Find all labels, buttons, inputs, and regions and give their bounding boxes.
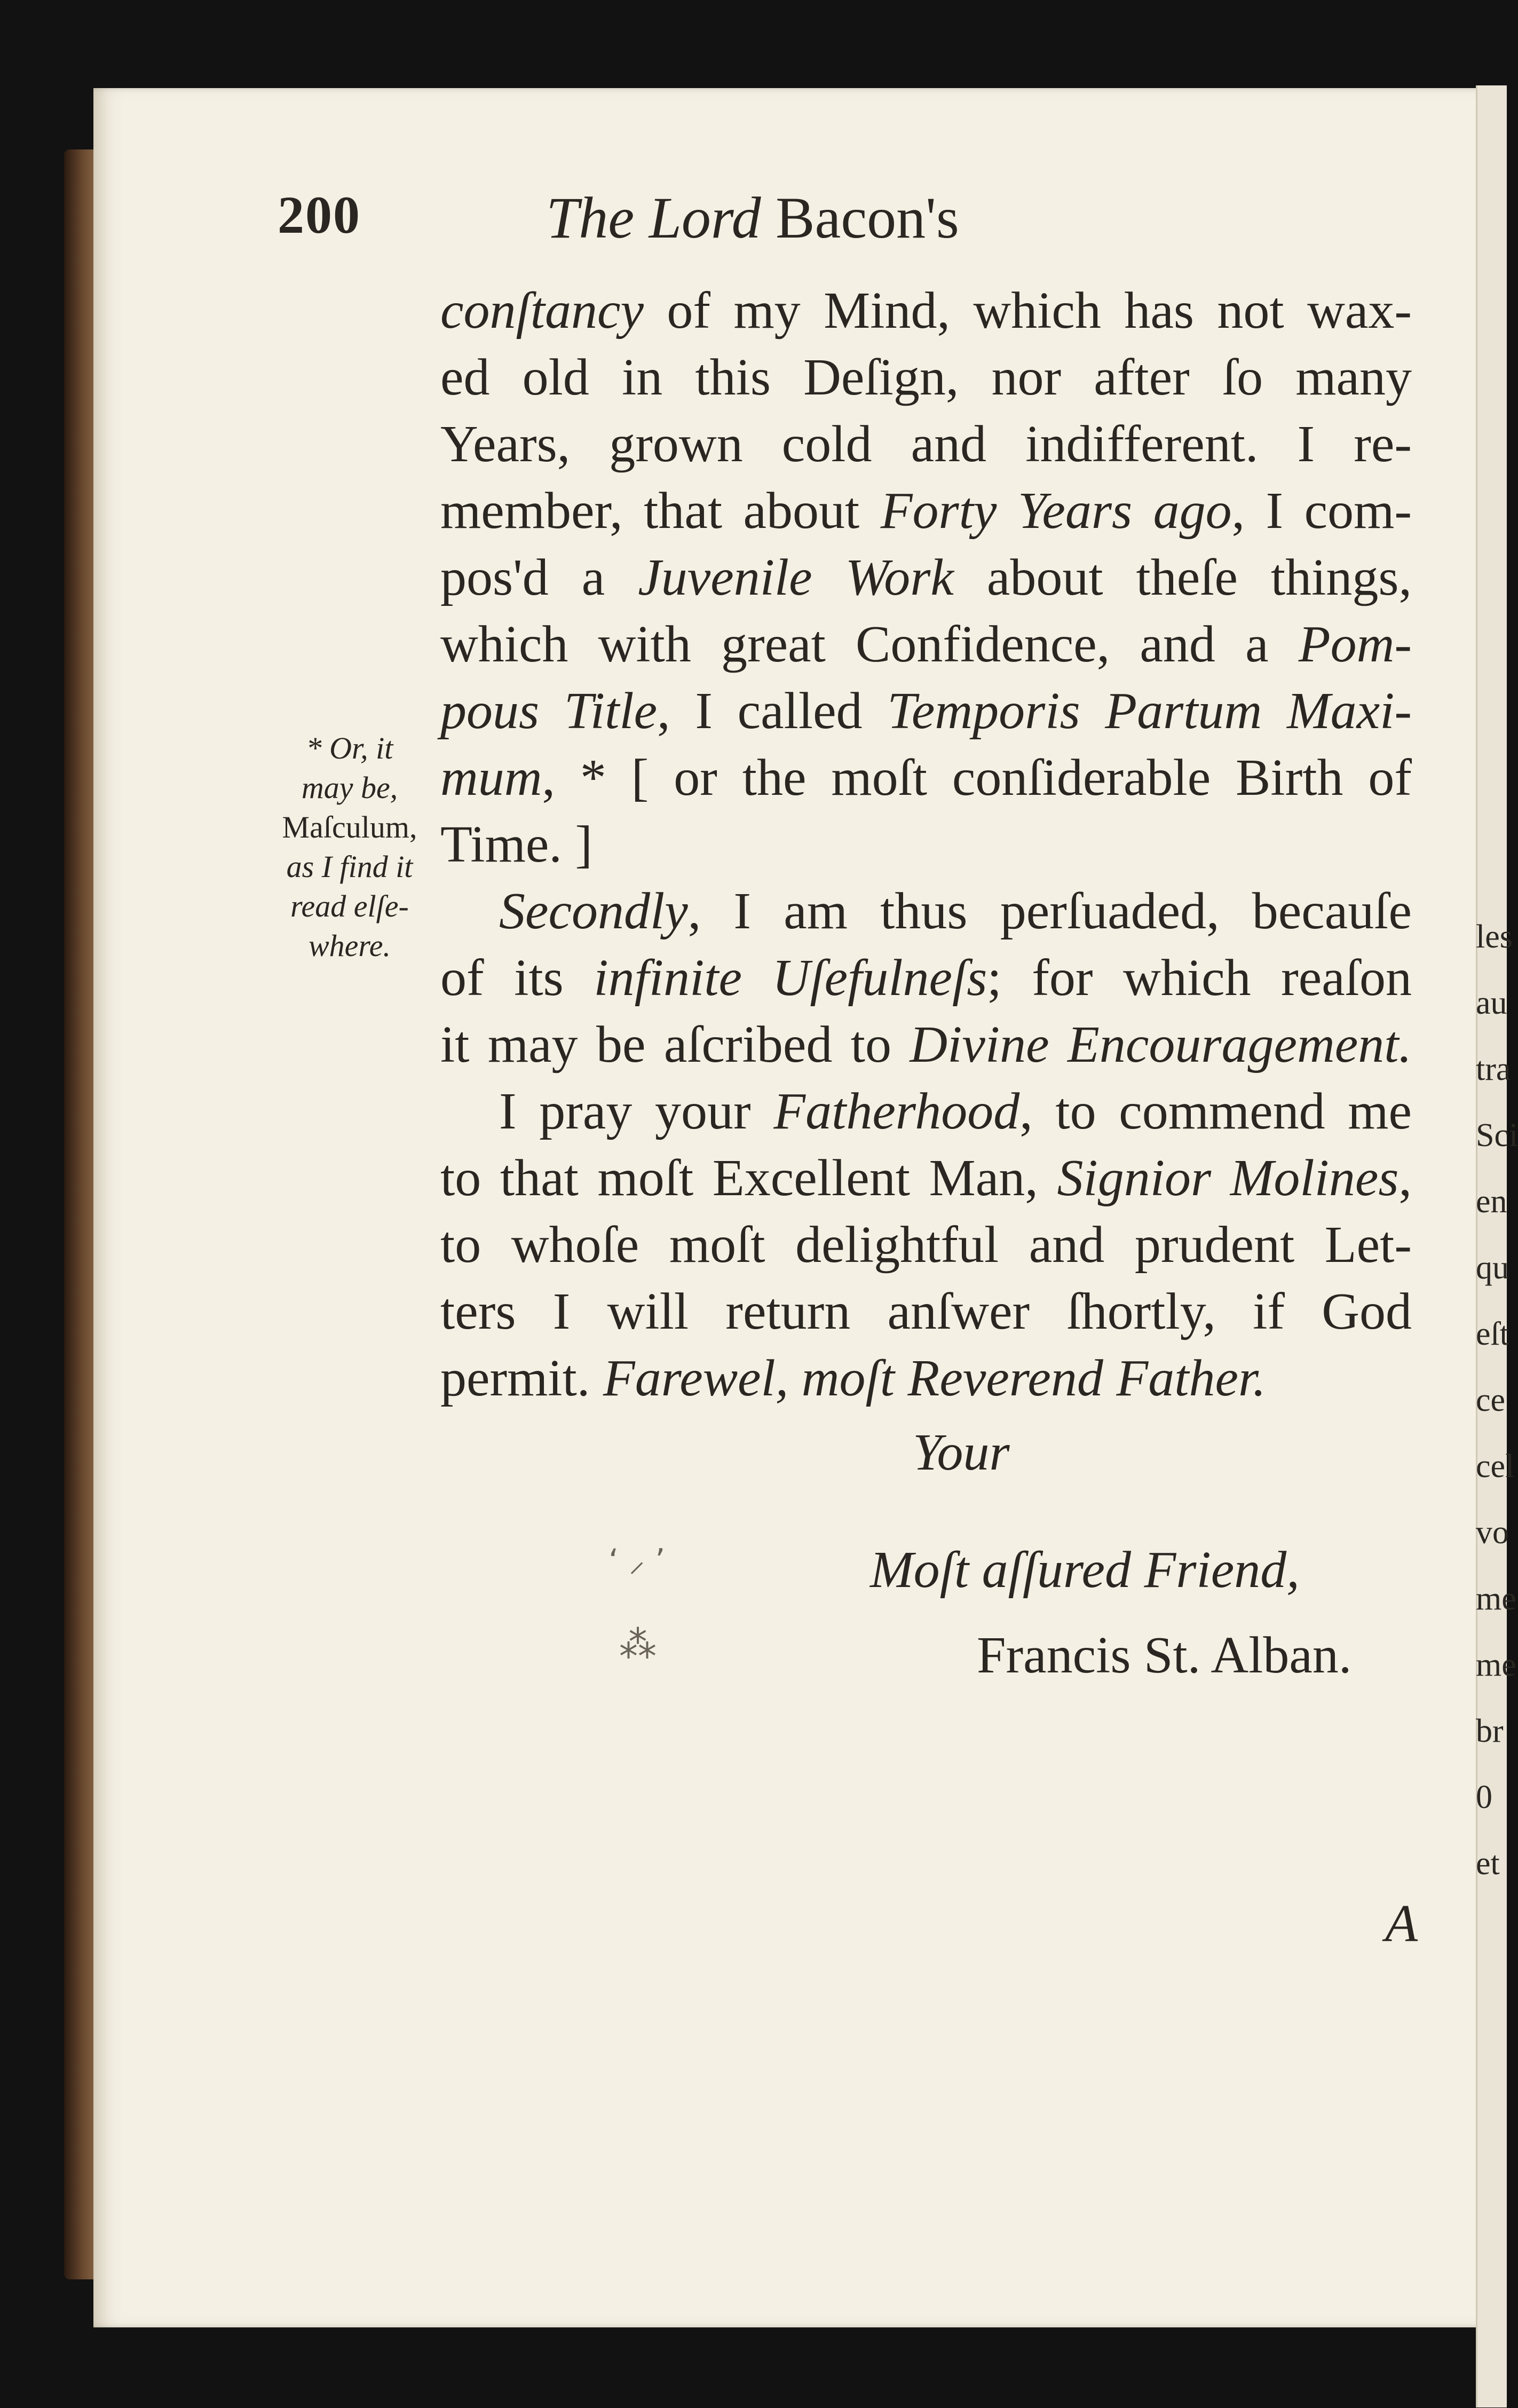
text-line [440, 1078, 1412, 1145]
text-run: permit. [440, 1349, 603, 1407]
text-run: Pom- [1298, 615, 1412, 673]
text-run: Temporis Partum Maxi- [887, 682, 1412, 740]
ink-mark: ‘ ⸝ ’ [608, 1542, 666, 1580]
text-run: Secondly [499, 882, 688, 940]
signature: Francis St. Alban. [977, 1627, 1352, 1684]
facing-page-fragment: eſt [1476, 1316, 1509, 1352]
text-run: infinite Uſefulneſs [594, 949, 987, 1007]
text-run: Farewel, moſt Reverend Father. [603, 1349, 1266, 1407]
text-line [440, 344, 1412, 411]
text-run: Signior Molines [1057, 1149, 1399, 1207]
text-run: , to commend me [1019, 1083, 1412, 1140]
running-head [0, 184, 1505, 252]
text-line [440, 1278, 1412, 1345]
text-line [440, 1012, 1412, 1078]
text-run: which with great Confidence, and a [440, 615, 1299, 673]
text-run: about theſe things, [953, 549, 1412, 606]
text-line [440, 478, 1412, 544]
text-run: of my Mind, which has not wax- [643, 282, 1412, 340]
margin-note-line: * Or, it [306, 731, 393, 765]
facing-page-fragment: en [1476, 1183, 1507, 1220]
facing-page-fragment: br [1476, 1713, 1504, 1749]
margin-note-line: may be, [301, 770, 398, 805]
text-run: , * [ or the moſt conſiderable Birth of [542, 749, 1412, 807]
text-run: to whoſe moſt delightful and prudent Let- [440, 1216, 1412, 1274]
text-run: , I com- [1231, 482, 1412, 540]
facing-page-edge [1476, 85, 1507, 2407]
facing-page-fragment: ce [1476, 1382, 1506, 1418]
text-run: , I am thus perſuaded, becauſe [687, 882, 1412, 940]
text-line [440, 945, 1412, 1012]
facing-page-fragment: tra [1476, 1051, 1511, 1087]
text-run: to that moſt Excellent Man, [440, 1149, 1057, 1207]
facing-page-fragment: vo [1476, 1514, 1509, 1551]
text-run: member, that about [440, 482, 881, 540]
margin-note-line: as I find it [286, 849, 413, 884]
running-head-italic: The Lord [546, 185, 761, 250]
facing-page-fragment: qu [1476, 1250, 1509, 1286]
facing-page-fragment: au [1476, 985, 1507, 1021]
facing-page-fragment: cel [1476, 1448, 1515, 1485]
text-run: Divine Encouragement. [910, 1016, 1412, 1073]
text-run: ters I will return anſwer ſhortly, if God [440, 1283, 1412, 1340]
text-line [440, 1212, 1412, 1278]
facing-page-fragment: et [1476, 1845, 1500, 1882]
running-head-roman: Bacon's [776, 185, 959, 250]
text-line [440, 811, 1412, 878]
catchword: A [1385, 1893, 1418, 1953]
body-text [440, 278, 1412, 1412]
closing-your: Your [913, 1424, 1010, 1481]
text-run: pous Title [440, 682, 658, 740]
text-line [440, 611, 1412, 678]
text-line [440, 278, 1412, 344]
text-run: Forty Years ago [880, 482, 1232, 540]
text-line [440, 678, 1412, 745]
margin-note-line: Maſculum, [282, 810, 417, 844]
margin-note-line: read elſe- [290, 889, 409, 923]
text-run: of its [440, 949, 594, 1007]
text-line [440, 1145, 1412, 1212]
page-number: 200 [278, 185, 361, 244]
facing-page-fragment: 0 [1476, 1779, 1492, 1815]
text-run: ; for which reaſon [987, 949, 1412, 1007]
text-line [440, 411, 1412, 478]
text-run: Fatherhood [773, 1083, 1020, 1140]
text-run: mum [440, 749, 542, 807]
text-line [440, 878, 1412, 945]
text-run: Years, grown cold and indifferent. I re- [440, 415, 1412, 473]
text-line [440, 1345, 1412, 1412]
margin-note [254, 729, 446, 966]
closing-assured-friend: Moſt aſſured Friend, [870, 1541, 1300, 1599]
facing-page-fragment: me [1476, 1647, 1516, 1683]
text-line [440, 544, 1412, 611]
text-run: , I called [657, 682, 888, 740]
ink-blot: ⁂ [619, 1623, 657, 1667]
text-run: Juvenile Work [638, 549, 954, 606]
text-run: conſtancy [440, 282, 644, 340]
text-run: I pray your [499, 1083, 774, 1140]
facing-page-fragment: Sci [1476, 1117, 1518, 1154]
text-run: pos'd a [440, 549, 638, 606]
text-line [440, 745, 1412, 811]
text-run: Time. ] [440, 816, 593, 873]
text-run: , [1398, 1149, 1412, 1207]
margin-note-line: where. [308, 928, 391, 963]
text-run: it may be aſcribed to [440, 1016, 910, 1073]
facing-page-fragment: les [1476, 919, 1513, 955]
facing-page-fragment: me [1476, 1581, 1516, 1617]
text-run: ed old in this Deſign, nor after ſo many [440, 349, 1412, 406]
